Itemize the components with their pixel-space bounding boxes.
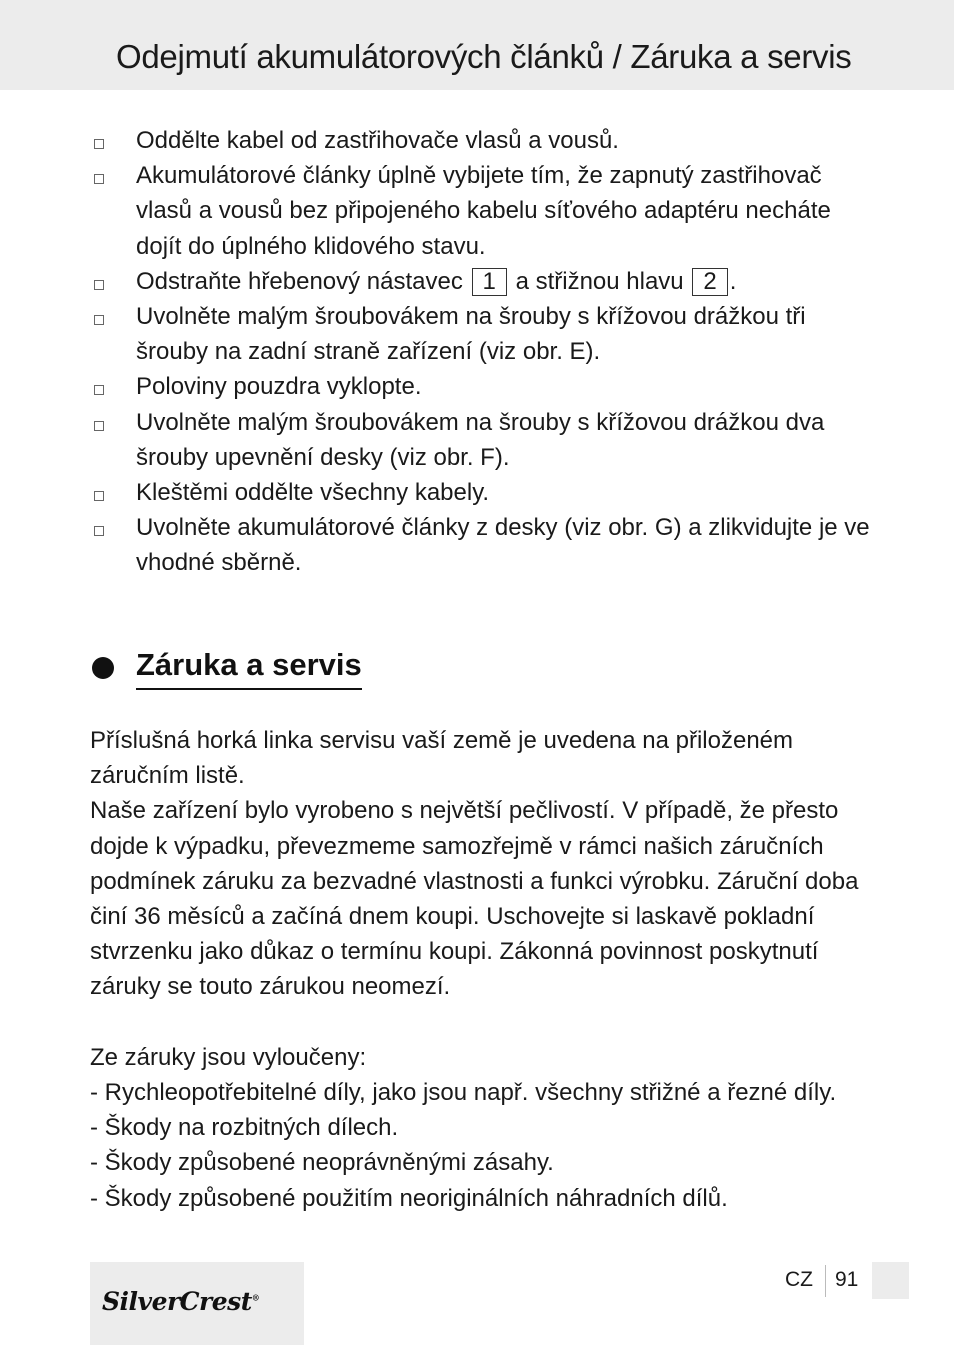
list-item [90,369,870,404]
reference-box-1: 1 [472,268,507,296]
checkbox-bullet-icon [94,280,104,290]
list-item [90,405,870,475]
page-number: 91 [835,1268,859,1291]
page-title: Odejmutí akumulátorových článků / Záruka a servis [116,38,852,75]
steps-list [90,123,870,581]
checkbox-bullet-icon [94,139,104,149]
list-item [90,475,870,510]
exclusion-item: - Rychleopotřebitelné díly, jako jsou např. všechny střižné a řezné díly. [90,1079,837,1107]
step-text: Poloviny pouzdra vyklopte. [136,373,422,401]
checkbox-bullet-icon [94,526,104,536]
corner-tab [872,1262,909,1299]
step-text-after: . [729,267,737,295]
registered-mark: ® [251,1292,260,1303]
step-text-middle: a střižnou hlavu [515,267,684,295]
paragraph-gap [90,1005,870,1040]
hotline-paragraph: Příslušná horká linka servisu vaší země je uvedena na přiloženém záručním listě. [90,727,794,790]
list-item [90,510,870,580]
brand-logo [102,1287,259,1316]
checkbox-bullet-icon [94,385,104,395]
brand-logo-text: SilverCrest [102,1287,252,1316]
list-item [90,123,870,158]
warranty-paragraph: Naše zařízení bylo vyrobeno s největší pečlivostí. V případě, že přesto dojde k výpadku, převezmeme samozřejmě v rámci našich záručních podmínek záruku za bezvadné vlastnosti a funkci výrobku. Záruční doba činí 36 měsíců a začíná dnem koupi. Uschovejte si laskavě pokladní stvrzenku jako důkaz o termínu koupi. Zákonná povinnost poskytnutí záruky se touto zárukou neomezí. [90,797,859,1001]
step-text: Oddělte kabel od zastřihovače vlasů a vousů. [136,127,619,154]
step-text: Kleštěmi oddělte všechny kabely. [136,479,490,507]
step-text-before: Odstraňte hřebenový nástavec [136,267,463,295]
reference-box-2: 2 [692,268,727,296]
step-text: Uvolněte malým šroubovákem na šrouby s křížovou drážkou dva šrouby upevnění desky (viz obr. F). [136,408,825,471]
list-item [90,299,870,369]
brand-logo-box [90,1262,304,1345]
step-text: Akumulátorové články úplně vybijete tím, že zapnutý zastřihovač vlasů a vousů bez připojeného kabelu síťového adaptéru necháte dojít do úplného klidového stavu. [136,162,831,260]
exclusion-item: - Škody na rozbitných dílech. [90,1114,399,1142]
section-bullet-icon [92,657,114,679]
checkbox-bullet-icon [94,174,104,184]
warranty-body [90,723,870,1216]
footer-divider [825,1265,826,1297]
exclusion-item: - Škody způsobené použitím neoriginálních náhradních dílů. [90,1184,728,1212]
step-text: Uvolněte akumulátorové články z desky (viz obr. G) a zlikvidujte je ve vhodné sběrně. [136,514,870,577]
list-item [90,158,870,264]
checkbox-bullet-icon [94,315,104,325]
list-item [90,264,870,299]
exclusion-item: - Škody způsobené neoprávněnými zásahy. [90,1149,554,1177]
header-band [0,0,954,90]
exclusions-intro: Ze záruky jsou vyloučeny: [90,1043,367,1071]
checkbox-bullet-icon [94,421,104,431]
section-title: Záruka a servis [136,646,362,690]
language-code: CZ [785,1268,813,1291]
checkbox-bullet-icon [94,491,104,501]
step-text: Uvolněte malým šroubovákem na šrouby s křížovou drážkou tři šrouby na zadní straně zařízení (viz obr. E). [136,303,806,366]
